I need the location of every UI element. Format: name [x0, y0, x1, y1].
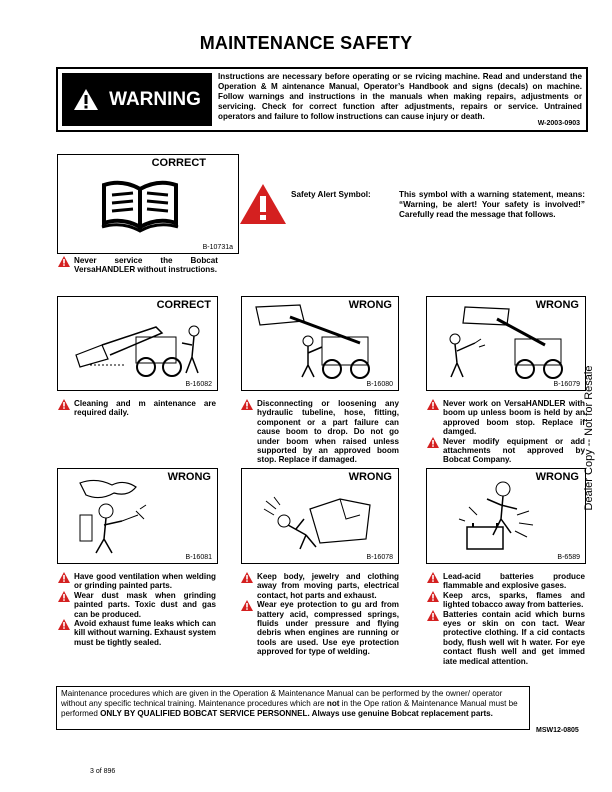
safety-alert-icon: [427, 572, 439, 583]
caption-item: [58, 591, 216, 619]
safety-alert-text: This symbol with a warning statement, means: “Warning, be alert! Your safety is involved!” Carefully read the message that follows.: [399, 190, 585, 219]
panel-code: B-10731a: [202, 244, 233, 251]
side-watermark: Dealer Copy -- Not for Resale: [583, 365, 595, 511]
panel-label: WRONG: [348, 471, 392, 483]
panel-manual: [57, 154, 239, 254]
warning-triangle-icon: [73, 88, 99, 111]
footer-note: [56, 686, 530, 730]
panel-code: B-6589: [557, 554, 580, 561]
safety-alert-icon: [427, 610, 439, 621]
boom-up-illustration: [435, 303, 579, 379]
panel-code: B-16081: [185, 554, 212, 561]
panel-label: WRONG: [348, 299, 392, 311]
caption-text: Never service the Bobcat VersaHANDLER without instructions.: [74, 256, 218, 275]
caption-text: Keep body, jewelry and clothing away from moving parts, electrical contact, hot parts and exhaust.: [257, 572, 399, 600]
cleaning-illustration: [66, 315, 216, 377]
warning-badge-label: WARNING: [109, 88, 201, 110]
caption-text: Batteries contain acid which burns eyes or skin on con tact. Wear protective clothing. If a cid contacts body, flush well wit h water. For eye contact flush well and get immed iate medical attention.: [443, 609, 585, 666]
caption-item: [58, 619, 216, 647]
caption-item: [241, 600, 399, 656]
welding-illustration: [66, 475, 176, 555]
safety-alert-icon: [58, 572, 70, 583]
panel-battery: [426, 468, 586, 564]
caption-text: Disconnecting or loosening any hydraulic tubeline, hose, fitting, component or a part failure can cause boom to drop. Do not go under boom when raised unless supported by an approved boom stop. Replace if damaged.: [257, 399, 399, 465]
panel-label: WRONG: [167, 471, 211, 483]
safety-alert-icon: [241, 399, 253, 410]
caption-text: Lead-acid batteries produce flammable and explosive gases.: [443, 572, 585, 591]
panel-label: WRONG: [535, 471, 579, 483]
warning-badge: [62, 73, 212, 126]
safety-alert-icon: [58, 619, 70, 630]
safety-alert-icon: [58, 256, 70, 267]
caption-item: [427, 591, 585, 610]
caption-text: Wear dust mask when grinding painted parts. Toxic dust and gas can be produced.: [74, 590, 216, 619]
footer-code: MSW12-0805: [536, 727, 579, 734]
page-title: MAINTENANCE SAFETY: [199, 33, 413, 53]
caption-text: Wear eye protection to gu ard from battery acid, compressed springs, fluids under pressure and flying debris when engines are running or tools are used. Use eye protection approved for type of welding.: [257, 600, 399, 657]
warning-text: Instructions are necessary before operating or se rvicing machine. Read and understand the Operation & M aintenance Manual, Operator’s Handbook and signs (decals) on machine. Follow warnings and instructions in the manuals when making repairs, adjustments or servicing. Check for correct function after adjustments, repairs or service. Untrained operators and failure to follow instructions can cause injury or death.: [218, 72, 582, 121]
caption-battery: [427, 572, 585, 666]
caption-text: Have good ventilation when welding or grinding painted parts.: [74, 572, 216, 591]
panel-boom-drop: [241, 296, 399, 391]
panel-label: CORRECT: [151, 157, 206, 169]
safety-alert-icon: [240, 184, 286, 224]
caption-text: Never work on VersaHANDLER with boom up unless boom is held by an approved boom stop. Replace if damged.: [443, 399, 585, 437]
caption-text: Never modify equipment or add attachments not approved by Bobcat Company.: [443, 436, 585, 465]
manual-book-icon: [100, 177, 180, 233]
caption-moving-parts: [241, 572, 399, 657]
safety-alert-icon: [241, 572, 253, 583]
caption-item: [58, 256, 218, 275]
caption-manual: [58, 256, 218, 275]
panel-label: WRONG: [535, 299, 579, 311]
caption-text: Cleaning and m aintenance are required daily.: [74, 399, 216, 418]
safety-alert-icon: [241, 600, 253, 611]
boom-drop-illustration: [250, 303, 390, 379]
panel-label: CORRECT: [156, 299, 211, 311]
panel-welding: [57, 468, 218, 564]
caption-text: Avoid exhaust fume leaks which can kill without warning. Exhaust system must be tightly sealed.: [74, 619, 216, 647]
panel-code: B-16080: [366, 381, 393, 388]
safety-alert-icon: [58, 591, 70, 602]
safety-alert-label: Safety Alert Symbol:: [291, 190, 371, 199]
warning-code: W-2003-0903: [537, 120, 580, 127]
caption-item: [241, 399, 399, 465]
caption-item: [427, 399, 585, 437]
panel-moving-parts: [241, 468, 399, 564]
safety-alert-icon: [427, 437, 439, 448]
panel-boom-up: [426, 296, 586, 391]
warning-box: [56, 67, 588, 132]
page-number: 3 of 896: [90, 768, 116, 775]
caption-item: [427, 437, 585, 465]
footer-text: Maintenance procedures which are given in the Operation & Maintenance Manual can be performed by the owner/ operator without any specific technical training. Maintenance procedures which are: [61, 689, 503, 708]
caption-boom-drop: [241, 399, 399, 465]
battery-explosion-illustration: [457, 475, 557, 555]
panel-code: B-16078: [366, 554, 393, 561]
footer-bold: ONLY BY QUALIFIED BOBCAT SERVICE PERSONNEL. Always use genuine Bobcat replacement parts.: [100, 708, 493, 718]
caption-item: [58, 572, 216, 591]
caption-item: [58, 399, 216, 418]
safety-alert-icon: [427, 591, 439, 602]
caption-item: [427, 572, 585, 591]
moving-parts-illustration: [250, 479, 392, 553]
panel-cleaning: [57, 296, 218, 391]
safety-alert-icon: [58, 399, 70, 410]
caption-item: [427, 610, 585, 666]
panel-code: B-16079: [553, 381, 580, 388]
footer-text-2: in the Ope ration & Maintenance Manual must be performed: [61, 698, 518, 718]
footer-not: not: [326, 698, 340, 708]
caption-text: Keep arcs, sparks, flames and lighted tobacco away from batteries.: [443, 590, 585, 610]
caption-welding: [58, 572, 216, 647]
safety-alert-icon: [427, 399, 439, 410]
caption-cleaning: [58, 399, 216, 418]
caption-item: [241, 572, 399, 600]
panel-code: B-16082: [185, 381, 212, 388]
caption-boom-up: [427, 399, 585, 465]
